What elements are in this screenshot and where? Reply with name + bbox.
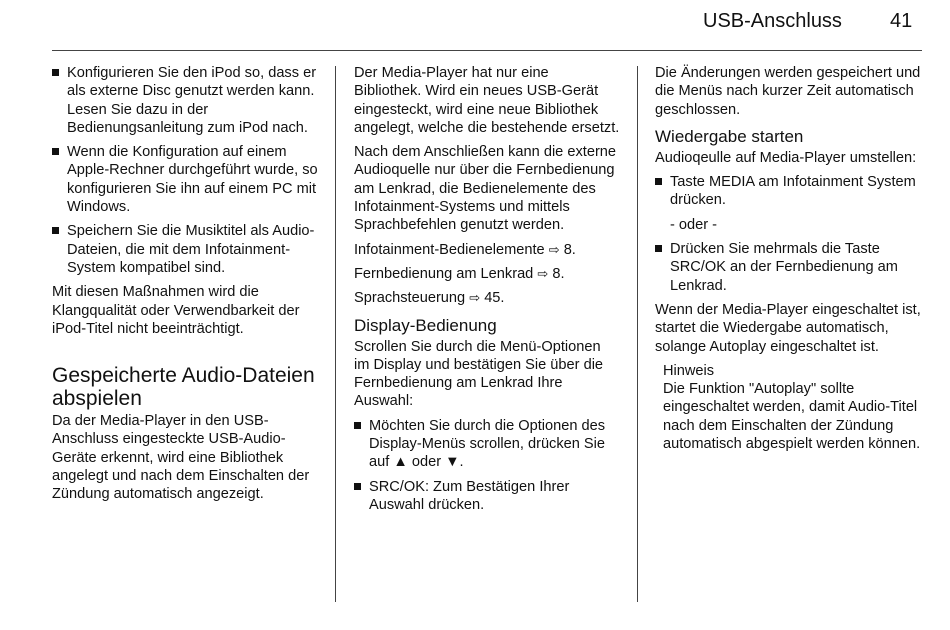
- cross-reference: [354, 241, 620, 259]
- bullet-item: [52, 222, 324, 277]
- bullet-square-icon: [354, 422, 361, 429]
- column-2: [354, 64, 620, 520]
- bullet-square-icon: [655, 245, 662, 252]
- cross-reference-page: 8.: [552, 265, 565, 282]
- paragraph: Wenn der Media-Player eingeschaltet ist, startet die Wiedergabe automatisch, solange Autoplay eingeschaltet ist.: [655, 301, 921, 355]
- paragraph: Der Media-Player hat nur eine Bibliothek. Wird ein neues USB-Gerät eingesteckt, wird eine neue Bibliothek angelegt, welche die bestehende ersetzt.: [354, 65, 620, 136]
- bullet-square-icon: [655, 178, 662, 185]
- header-rule: [52, 50, 922, 51]
- paragraph: Die Änderungen werden gespeichert und die Menüs nach kurzer Zeit automatisch geschlossen.: [655, 65, 921, 118]
- column-divider-1: [335, 66, 336, 602]
- bullet-text: am Infotainment System drücken.: [670, 174, 916, 209]
- column-divider-2: [637, 66, 638, 602]
- key-label: SRC/OK: [670, 259, 726, 276]
- bullet-text: Möchten Sie durch die Optionen des Display-Menüs scrollen, drücken Sie auf ▲ oder ▼.: [369, 417, 606, 471]
- cross-reference: [354, 265, 620, 283]
- cross-reference-page: 8.: [563, 241, 576, 258]
- page-reference-arrow-icon: ⇨: [548, 241, 560, 257]
- bullet-item: [655, 240, 921, 295]
- page-header: [0, 0, 950, 52]
- bullet-item: [354, 478, 620, 515]
- note-box: [655, 362, 921, 453]
- bullet-square-icon: [52, 227, 59, 234]
- bullet-item: [655, 173, 921, 210]
- page-reference-arrow-icon: ⇨: [469, 290, 481, 306]
- bullet-item: [354, 417, 620, 472]
- paragraph: Scrollen Sie durch die Menü-Optionen im Display und bestätigen Sie über die Fernbedienung am Lenkrad Ihre Auswahl:: [354, 338, 604, 410]
- cross-reference-page: 45.: [484, 290, 505, 307]
- paragraph: Da der Media-Player in den USB-Anschluss eingesteckte USB-Audio-Geräte erkennt, wird eine Bibliothek angelegt und nach dem Einschalten der Zündung automatisch angezeigt.: [52, 413, 310, 503]
- bullet-text: : Zum Bestätigen Ihrer Auswahl drücken.: [369, 478, 570, 513]
- cross-reference-text: Infotainment-Bedienelemente: [354, 241, 545, 258]
- cross-reference: [354, 289, 620, 307]
- paragraph: Nach dem Anschließen kann die externe Audioquelle nur über die Fernbedienung am Lenkrad, die Bedienelemente des Infotainment-Systems und mittels Sprachbefehlen genutzt werden.: [354, 144, 617, 234]
- header-title: USB-Anschluss: [703, 10, 842, 32]
- bullet-text: an der Fernbedienung am Lenkrad.: [670, 259, 898, 294]
- paragraph: Mit diesen Maßnahmen wird die Klangqualität oder Verwendbarkeit der iPod-Titel nicht beeinträchtigt.: [52, 284, 300, 337]
- bullet-square-icon: [52, 69, 59, 76]
- note-text: Die Funktion "Autoplay" sollte eingeschaltet werden, damit Audio-Titel nach dem Einschalten der Zündung automatisch abgespielt werden können.: [663, 381, 921, 453]
- bullet-text: Drücken Sie mehrmals die Taste: [670, 241, 880, 258]
- note-label: Hinweis: [663, 362, 715, 379]
- bullet-text: Speichern Sie die Musiktitel als Audio-Dateien, die mit dem Infotainment-System kompatibel sind.: [67, 223, 315, 276]
- page-number: 41: [890, 10, 913, 32]
- bullet-text: Taste: [670, 174, 709, 191]
- page-reference-arrow-icon: ⇨: [537, 265, 549, 281]
- paragraph: Audioqeulle auf Media-Player umstellen:: [655, 149, 917, 166]
- section-heading-display: Display-Bedienung: [354, 315, 497, 335]
- key-label: MEDIA: [708, 174, 755, 191]
- key-label: SRC/OK: [369, 478, 425, 495]
- bullet-square-icon: [354, 483, 361, 490]
- section-heading-audio-files: Gespeicherte Audio-Dateien abspielen: [52, 364, 315, 411]
- or-separator: - oder -: [670, 216, 718, 233]
- column-3: [655, 64, 921, 459]
- bullet-text: Konfigurieren Sie den iPod so, dass er als externe Disc genutzt werden kann. Lesen Sie dazu in der Bedienungsanleitung zum iPod nach.: [67, 65, 317, 136]
- bullet-text: Wenn die Konfiguration auf einem Apple-Rechner durchgeführt wurde, so konfigurieren Sie ihn auf einem PC mit Windows.: [67, 144, 318, 216]
- bullet-item: [52, 143, 324, 216]
- bullet-square-icon: [52, 148, 59, 155]
- column-1: [52, 64, 324, 510]
- section-heading-playback: Wiedergabe starten: [655, 126, 804, 146]
- cross-reference-text: Fernbedienung am Lenkrad: [354, 265, 534, 282]
- bullet-item: [52, 64, 324, 137]
- cross-reference-text: Sprachsteuerung: [354, 290, 466, 307]
